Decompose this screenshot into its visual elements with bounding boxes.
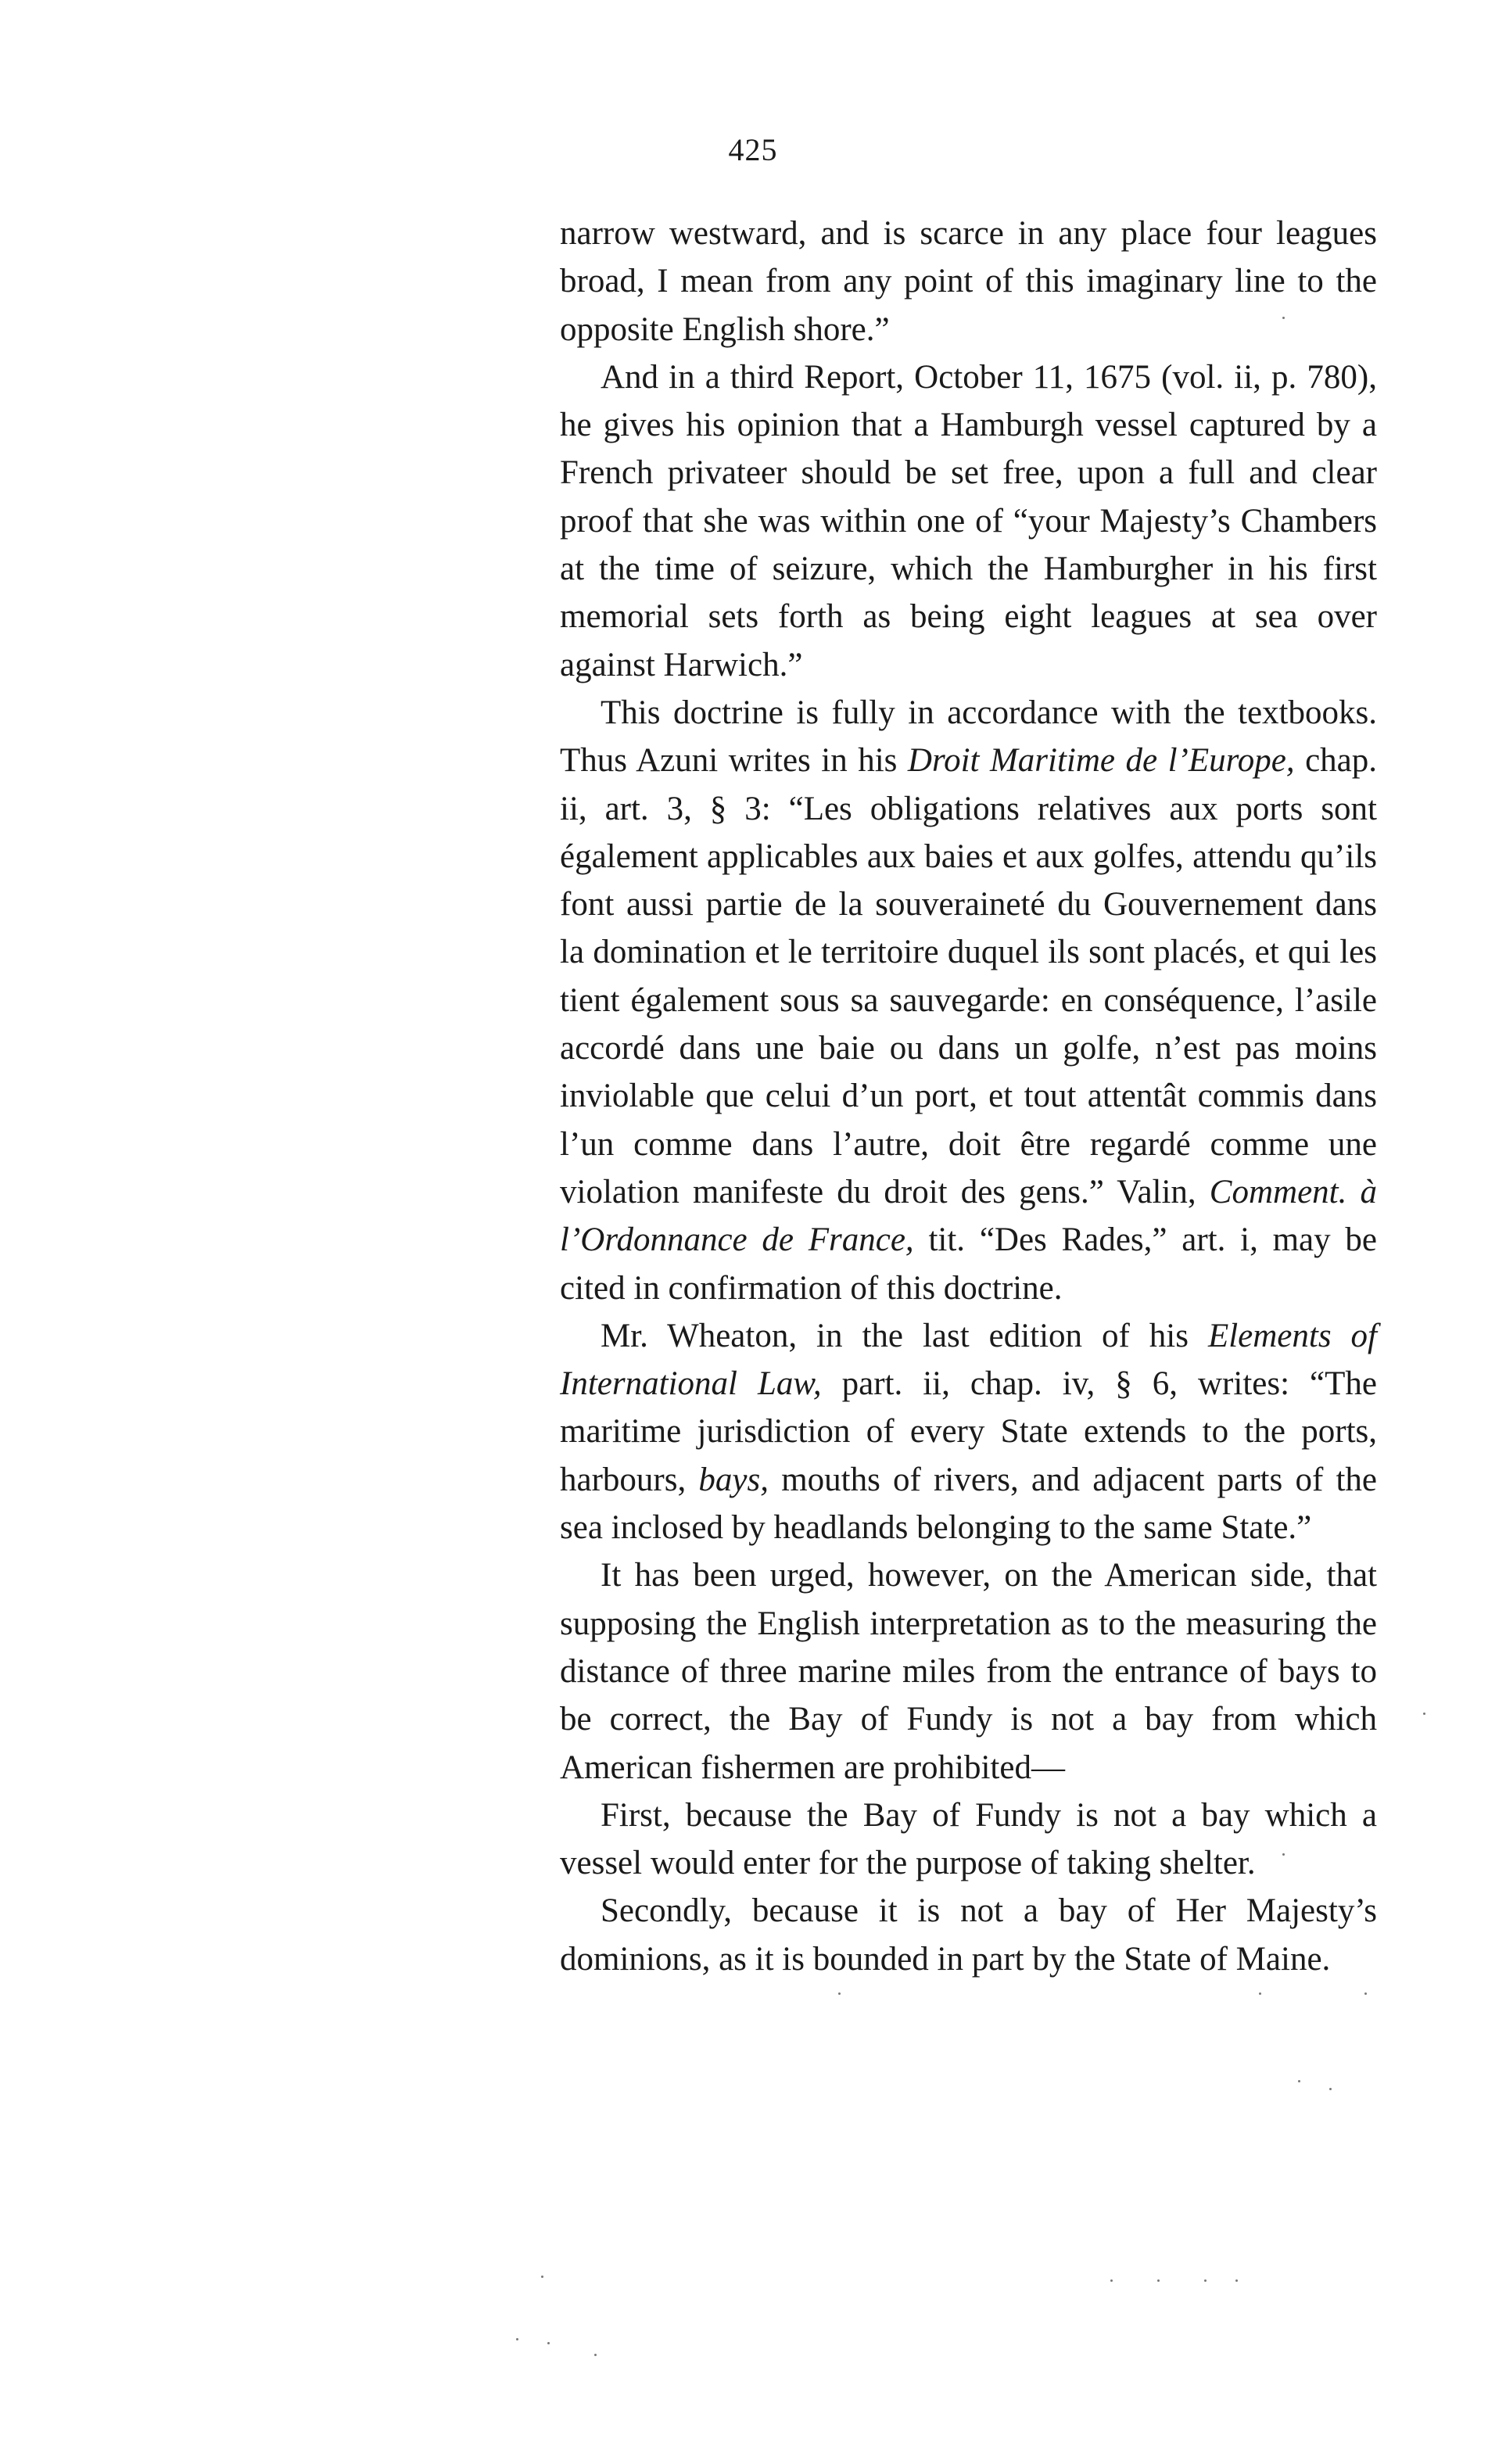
scan-speck [1235, 2279, 1238, 2282]
paragraph: It has been urged, however, on the American side, that supposing the English interpretation as to the measuring the distance of three marine miles from the entrance of bays to be correct, the Bay of Fundy is not a bay from which American fishermen are prohibited— [560, 1557, 1377, 1786]
book-title: Elements of International Law, [560, 1317, 1377, 1403]
scan-speck [1282, 317, 1285, 319]
paragraph-text: part. ii, chap. iv, § 6, writes: “The maritime jurisdiction of every State extends to the ports, harbours, [560, 1365, 1377, 1498]
scan-speck [1423, 1713, 1425, 1715]
scan-speck [594, 2354, 597, 2356]
paragraph-text: Mr. Wheaton, in the last edition of his [601, 1317, 1208, 1354]
paragraph-text: chap. ii, art. 3, § 3: “Les obligations relatives aux ports sont également applicables aux baies et aux golfes, attendu qu’ils font aussi partie de la souveraineté du Gouvernement dans la domination et le territoire duquel ils sont placés, et qui les tient également sous sa sauvegarde: en conséquence, l’asile accordé dans une baie ou dans un golfe, n’est pas moins inviolable que celui d’un port, et tout attentât commis dans l’un comme dans l’autre, doit être regardé comme une violation manifeste du droit des gens.” Valin, [560, 742, 1377, 1210]
scan-speck [1259, 1992, 1261, 1995]
book-title: Droit Maritime de l’Europe, [907, 742, 1295, 780]
paragraph: And in a third Report, October 11, 1675 (vol. ii, p. 780), he gives his opinion that a Hamburgh vessel captured by a French privateer should be set free, upon a full and clear proof that she was within one of “your Majesty’s Chambers at the time of seizure, which the Hamburgher in his first memorial sets forth as being eight leagues at sea over against Harwich.” [560, 358, 1377, 683]
scan-speck [1204, 2279, 1207, 2282]
scan-speck [541, 2276, 543, 2278]
scan-speck [1282, 1853, 1285, 1856]
scan-speck [1157, 2279, 1160, 2282]
emphasis: bays, [698, 1461, 769, 1498]
paragraph [560, 689, 1377, 1312]
paragraph-text: tit. “Des Rades,” art. i, may be cited in confirmation of this doctrine. [560, 1221, 1377, 1307]
scan-speck [1329, 2088, 1332, 2090]
scan-speck [1364, 1992, 1367, 1995]
paragraph [560, 1312, 1377, 1551]
paragraph-text: mouths of rivers, and adjacent parts of the sea inclosed by headlands belonging to the same State.” [560, 1461, 1377, 1547]
paragraph-text: This doctrine is fully in accordance with the textbooks. Thus Azuni writes in his [560, 694, 1377, 780]
book-title: Comment. à l’Ordonnance de France, [560, 1173, 1377, 1259]
body-text [560, 210, 1377, 1983]
paragraph: narrow westward, and is scarce in any place four leagues broad, I mean from any point of this imaginary line to the opposite English shore.” [560, 215, 1377, 348]
scan-speck [1298, 2080, 1300, 2082]
scan-speck [516, 2338, 518, 2340]
paragraph: Secondly, because it is not a bay of Her Majesty’s dominions, as it is bounded in part by the State of Maine. [560, 1892, 1377, 1978]
scan-speck [838, 1992, 841, 1995]
page-number: 425 [728, 132, 778, 167]
paragraph: First, because the Bay of Fundy is not a bay which a vessel would enter for the purpose of taking shelter. [560, 1796, 1377, 1882]
scan-speck [547, 2342, 550, 2344]
scan-speck [1110, 2279, 1113, 2282]
